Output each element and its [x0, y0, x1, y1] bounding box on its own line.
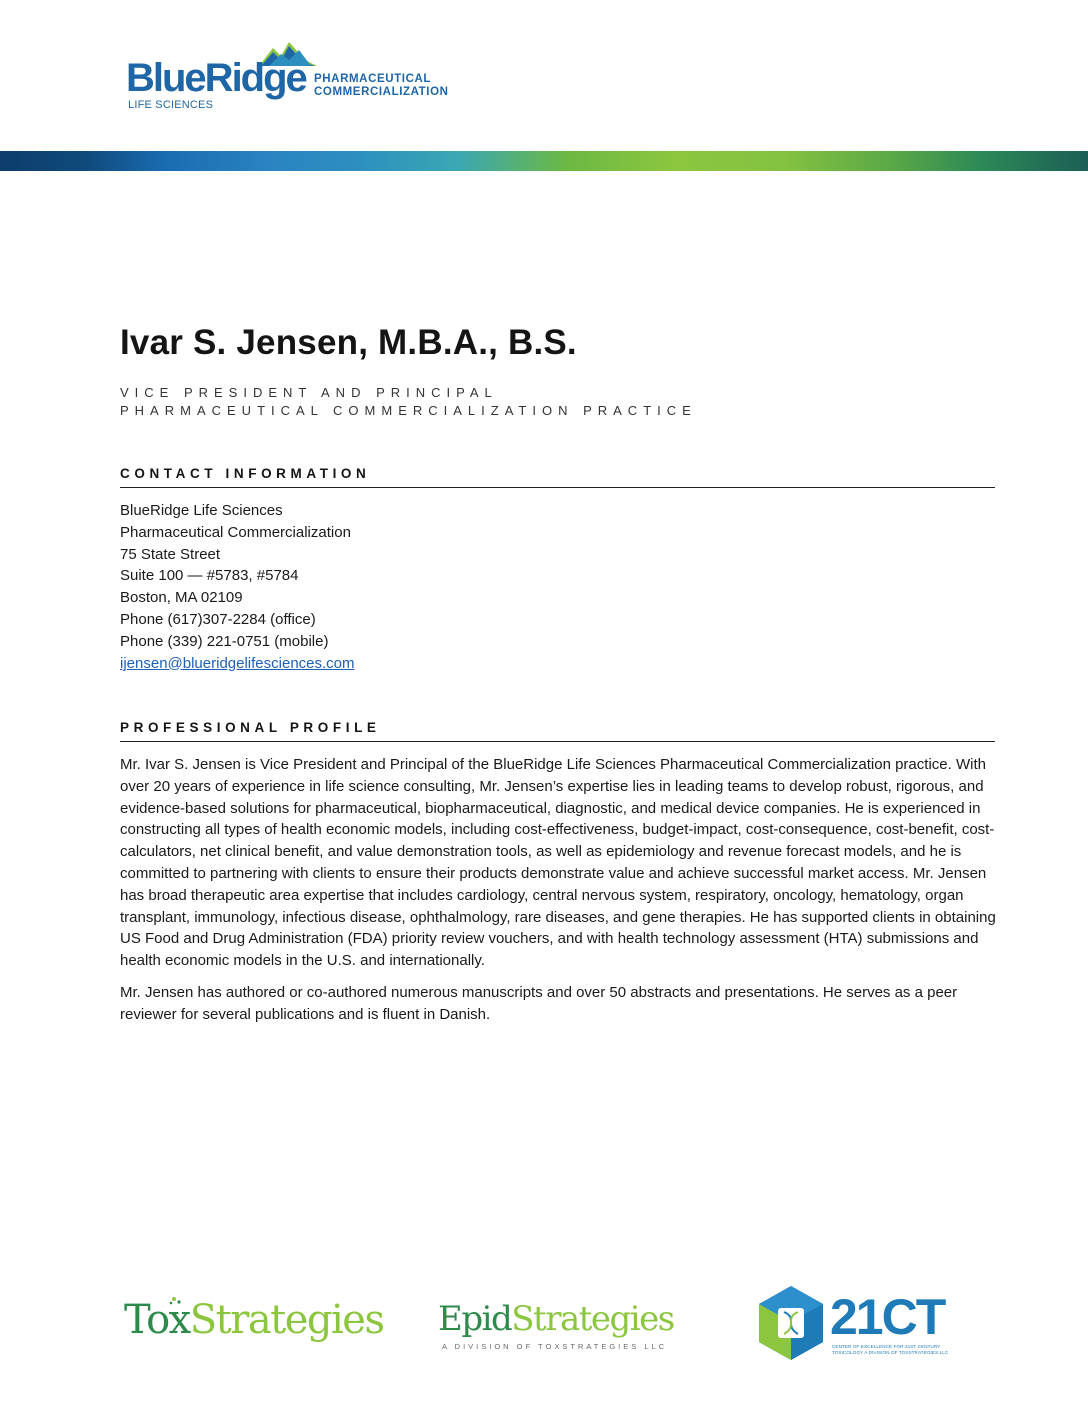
contact-heading: CONTACT INFORMATION — [120, 467, 995, 488]
epid-word-part2: Strategies — [511, 1299, 674, 1339]
contact-line-suite: Suite 100 — #5783, #5784 — [120, 567, 299, 585]
contact-line-office-phone: Phone (617)307-2284 (office) — [120, 610, 316, 628]
contact-line-city: Boston, MA 02109 — [120, 589, 243, 607]
epidstrategies-logo — [438, 1298, 674, 1358]
contact-line-mobile-phone: Phone (339) 221-0751 (mobile) — [120, 632, 329, 650]
person-title-line-2: PHARMACEUTICAL COMMERCIALIZATION PRACTICE — [120, 403, 697, 418]
21ct-word: 21CT — [830, 1289, 945, 1345]
email-link[interactable]: ijensen@blueridgelifesciences.com — [120, 654, 355, 672]
epid-division-text: A DIVISION OF TOXSTRATEGIES LLC — [442, 1342, 668, 1351]
21ct-subtitle: CENTER OF EXCELLENCE FOR 21ST CENTURY TOXICOLOGY A DIVISION OF TOXSTRATEGIES LLC — [832, 1344, 949, 1355]
hexagon-dna-icon — [756, 1284, 826, 1364]
blueridge-logo — [126, 40, 456, 114]
person-title-line-1: VICE PRESIDENT AND PRINCIPAL — [120, 385, 498, 400]
contact-line-company: BlueRidge Life Sciences — [120, 502, 283, 519]
profile-heading: PROFESSIONAL PROFILE — [120, 721, 995, 742]
profile-body — [120, 754, 998, 1026]
profile-paragraph: Mr. Ivar S. Jensen is Vice President and Principal of the BlueRidge Life Sciences Pharmaceutical Commercialization practice. With over 20 years of experience in life science consulting, Mr. Jensen’s expertise lies in leading teams to develop robust, rigorous, and evidence-based solutions for pharmaceutical, biopharmaceutical, diagnostic, and medical device companies. He is experienced in constructing all types of health economic models, including cost-effectiveness, budget-impact, cost-consequence, cost-benefit, cost-calculators, net clinical benefit, and value demonstration tools, as well as epidemiology and revenue forecast models, and he is committed to partnering with clients to ensure their products demonstrate value and achieve successful market access. Mr. Jensen has broad therapeutic area expertise that includes cardiology, central nervous system, respiratory, oncology, hematology, organ transplant, immunology, infectious disease, ophthalmology, rare diseases, and gene therapies. He has supported clients in obtaining US Food and Drug Administration (FDA) priority review vouchers, and with health technology assessment (HTA) submissions and health economic models in the U.S. and internationally. — [120, 756, 996, 970]
person-name: Ivar S. Jensen, M.B.A., B.S. — [120, 323, 577, 362]
contact-line-street: 75 State Street — [120, 545, 221, 563]
brand-tagline: PHARMACEUTICAL COMMERCIALIZATION — [314, 73, 449, 98]
toxstrategies-logo — [124, 1296, 384, 1350]
profile-paragraph: Mr. Jensen has authored or co-authored numerous manuscripts and over 50 abstracts and presentations. He serves as a peer reviewer for several publications and is fluent in Danish. — [120, 983, 958, 1023]
brand-name: BlueRidge — [126, 56, 306, 100]
contact-line-department: Pharmaceutical Commercialization — [120, 523, 351, 541]
epid-word-part1: Epid — [438, 1299, 512, 1339]
header-gradient-band — [0, 151, 1088, 171]
tox-word-part2: Strategies — [189, 1297, 384, 1343]
brand-subtitle: LIFE SCIENCES — [128, 99, 214, 111]
contact-block — [120, 500, 355, 674]
tox-word-part1: Tox — [124, 1297, 190, 1343]
21ct-logo — [756, 1284, 966, 1364]
